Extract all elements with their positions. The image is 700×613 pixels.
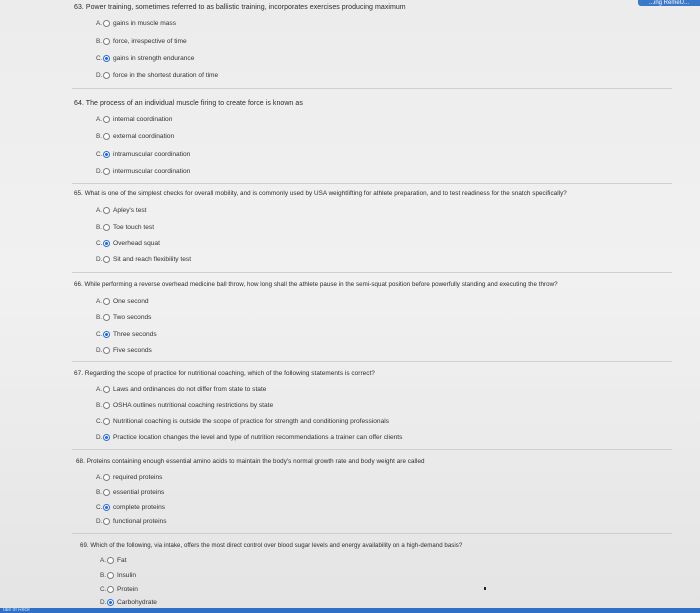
option-letter: B.	[96, 38, 103, 45]
option-letter: C.	[96, 331, 103, 338]
radio-button-selected[interactable]	[103, 504, 110, 511]
option-65-d[interactable]	[96, 256, 191, 263]
option-label: Overhead squat	[113, 240, 160, 247]
option-label: Two seconds	[113, 314, 152, 321]
question-text: The process of an individual muscle firing to create force is known as	[85, 100, 303, 107]
question-number: 66.	[74, 281, 83, 288]
radio-button[interactable]	[107, 572, 114, 579]
radio-button[interactable]	[103, 168, 110, 175]
option-label: Five seconds	[113, 347, 152, 354]
option-label: Insulin	[117, 572, 137, 579]
option-label: Nutritional coaching is outside the scope of practice for strength and conditioning professionals	[113, 418, 390, 425]
option-letter: C.	[96, 151, 103, 158]
option-68-d[interactable]	[96, 518, 167, 525]
question-number: 69.	[80, 542, 89, 549]
option-letter: B.	[96, 224, 103, 231]
option-label: force in the shortest duration of time	[113, 72, 219, 79]
radio-button[interactable]	[103, 347, 110, 354]
option-letter: B.	[100, 572, 107, 579]
option-letter: A.	[96, 207, 103, 214]
question-text: What is one of the simplest checks for overall mobility, and is commonly used by USA weightlifting for athlete preparation, and to test readiness for the snatch specifically?	[84, 190, 567, 197]
footer-label: Tale of Rece	[2, 607, 30, 613]
option-label: One second	[113, 298, 149, 305]
option-label: Carbohydrate	[117, 599, 157, 606]
option-label: essential proteins	[113, 489, 165, 496]
option-label: Toe touch test	[113, 224, 155, 231]
question-stem	[80, 542, 462, 549]
option-68-b[interactable]	[96, 489, 164, 496]
window-corner-tab	[638, 0, 700, 6]
option-letter: C.	[96, 504, 103, 511]
option-label: gains in strength endurance	[113, 55, 195, 62]
question-text: Proteins containing enough essential amino acids to maintain the body's normal growth rate and body weight are called	[86, 458, 425, 465]
option-68-c[interactable]	[96, 504, 165, 511]
question-stem	[74, 4, 406, 11]
question-divider	[72, 88, 672, 89]
radio-button-selected[interactable]	[103, 151, 110, 158]
option-label: Apley's test	[113, 207, 147, 214]
option-label: complete proteins	[113, 504, 166, 511]
option-63-a[interactable]	[96, 20, 176, 27]
option-letter: D.	[96, 518, 103, 525]
option-66-d[interactable]	[96, 347, 152, 354]
option-letter: D.	[96, 434, 103, 441]
radio-button[interactable]	[103, 224, 110, 231]
option-64-a[interactable]	[96, 116, 172, 123]
question-divider	[72, 272, 672, 273]
option-letter: A.	[96, 298, 103, 305]
option-69-b[interactable]	[100, 572, 136, 579]
option-letter: C.	[96, 55, 103, 62]
option-letter: A.	[96, 116, 103, 123]
radio-button-selected[interactable]	[107, 599, 114, 606]
option-label: external coordination	[113, 133, 175, 140]
question-text: Power training, sometimes referred to as ballistic training, incorporates exercises producing maximum	[85, 4, 406, 11]
option-label: internal coordination	[113, 116, 173, 123]
option-67-d[interactable]	[96, 434, 402, 441]
question-stem	[74, 370, 375, 377]
option-label: Three seconds	[113, 331, 157, 338]
radio-button[interactable]	[103, 418, 110, 425]
option-letter: A.	[100, 557, 107, 564]
option-letter: D.	[96, 168, 103, 175]
radio-button[interactable]	[103, 207, 110, 214]
option-66-b[interactable]	[96, 314, 151, 321]
question-text: While performing a reverse overhead medicine ball throw, how long shall the athlete pause in the semi-squat position before powerfully standing and executing the throw?	[84, 281, 558, 288]
option-letter: C.	[96, 418, 103, 425]
radio-button[interactable]	[103, 133, 110, 140]
question-66	[74, 281, 558, 288]
option-66-c[interactable]	[96, 331, 157, 338]
option-letter: D.	[100, 599, 107, 606]
question-64	[74, 100, 303, 107]
radio-button[interactable]	[103, 489, 110, 496]
question-65	[74, 190, 567, 197]
option-label: Fat	[117, 557, 127, 564]
option-label: OSHA outlines nutritional coaching restrictions by state	[113, 402, 274, 409]
option-label: gains in muscle mass	[113, 20, 177, 27]
option-letter: A.	[96, 386, 103, 393]
radio-button-selected[interactable]	[103, 331, 110, 338]
question-stem	[76, 458, 425, 465]
option-69-c[interactable]	[100, 586, 138, 593]
option-letter: B.	[96, 489, 103, 496]
option-65-c[interactable]	[96, 240, 160, 247]
option-63-d[interactable]	[96, 72, 218, 79]
option-label: required proteins	[113, 474, 163, 481]
option-68-a[interactable]	[96, 474, 162, 481]
footer-bar	[0, 608, 700, 613]
mouse-cursor-icon	[484, 587, 486, 590]
question-67	[74, 370, 375, 377]
question-number: 65.	[74, 190, 83, 197]
option-64-d[interactable]	[96, 168, 190, 175]
option-69-d[interactable]	[100, 599, 157, 606]
window-corner-text: ...ing RemeU...	[648, 0, 689, 6]
option-64-c[interactable]	[96, 151, 190, 158]
option-63-c[interactable]	[96, 55, 194, 62]
option-letter: D.	[96, 72, 103, 79]
option-letter: B.	[96, 314, 103, 321]
option-letter: D.	[96, 256, 103, 263]
option-letter: A.	[96, 474, 103, 481]
option-letter: D.	[96, 347, 103, 354]
option-65-b[interactable]	[96, 224, 154, 231]
question-stem	[74, 100, 303, 107]
option-69-a[interactable]	[100, 557, 127, 564]
radio-button[interactable]	[103, 474, 110, 481]
radio-button[interactable]	[103, 314, 110, 321]
option-letter: B.	[96, 402, 103, 409]
question-69	[80, 542, 462, 549]
option-label: intramuscular coordination	[113, 151, 191, 158]
question-divider	[72, 449, 672, 450]
radio-button[interactable]	[107, 557, 114, 564]
question-number: 63.	[74, 4, 84, 11]
option-67-a[interactable]	[96, 386, 266, 393]
option-letter: C.	[100, 586, 107, 593]
radio-button[interactable]	[103, 298, 110, 305]
question-number: 67.	[74, 370, 84, 377]
question-divider	[72, 533, 672, 534]
question-text: Which of the following, via intake, offers the most direct control over blood sugar levels and energy availability on a high-demand basis?	[90, 542, 463, 549]
question-63	[74, 4, 406, 11]
radio-button[interactable]	[103, 518, 110, 525]
question-text: Regarding the scope of practice for nutritional coaching, which of the following statements is correct?	[84, 370, 375, 377]
radio-button[interactable]	[103, 256, 110, 263]
option-label: Sit and reach flexibility test	[113, 256, 192, 263]
radio-button[interactable]	[103, 72, 110, 79]
option-66-a[interactable]	[96, 298, 149, 305]
radio-button[interactable]	[107, 586, 114, 593]
radio-button-selected[interactable]	[103, 434, 110, 441]
option-67-c[interactable]	[96, 418, 389, 425]
option-letter: B.	[96, 133, 103, 140]
option-64-b[interactable]	[96, 133, 174, 140]
question-divider	[72, 183, 672, 184]
option-letter: C.	[96, 240, 103, 247]
question-stem	[74, 281, 558, 288]
radio-button[interactable]	[103, 386, 110, 393]
option-67-b[interactable]	[96, 402, 273, 409]
radio-button-selected[interactable]	[103, 55, 110, 62]
option-63-b[interactable]	[96, 38, 187, 45]
radio-button[interactable]	[103, 20, 110, 27]
radio-button[interactable]	[103, 38, 110, 45]
question-divider	[72, 361, 672, 362]
question-number: 64.	[74, 100, 84, 107]
option-label: force, irrespective of time	[113, 38, 187, 45]
radio-button[interactable]	[103, 402, 110, 409]
radio-button[interactable]	[103, 116, 110, 123]
question-68	[76, 458, 425, 465]
radio-button-selected[interactable]	[103, 240, 110, 247]
option-65-a[interactable]	[96, 207, 147, 214]
option-label: intermuscular coordination	[113, 168, 191, 175]
option-label: Protein	[117, 586, 138, 593]
question-number: 68.	[76, 458, 85, 465]
option-label: functional proteins	[113, 518, 167, 525]
option-label: Laws and ordinances do not differ from state to state	[113, 386, 267, 393]
option-letter: A.	[96, 20, 103, 27]
question-stem	[74, 190, 567, 197]
option-label: Practice location changes the level and type of nutrition recommendations a trainer can offer clients	[113, 434, 403, 441]
